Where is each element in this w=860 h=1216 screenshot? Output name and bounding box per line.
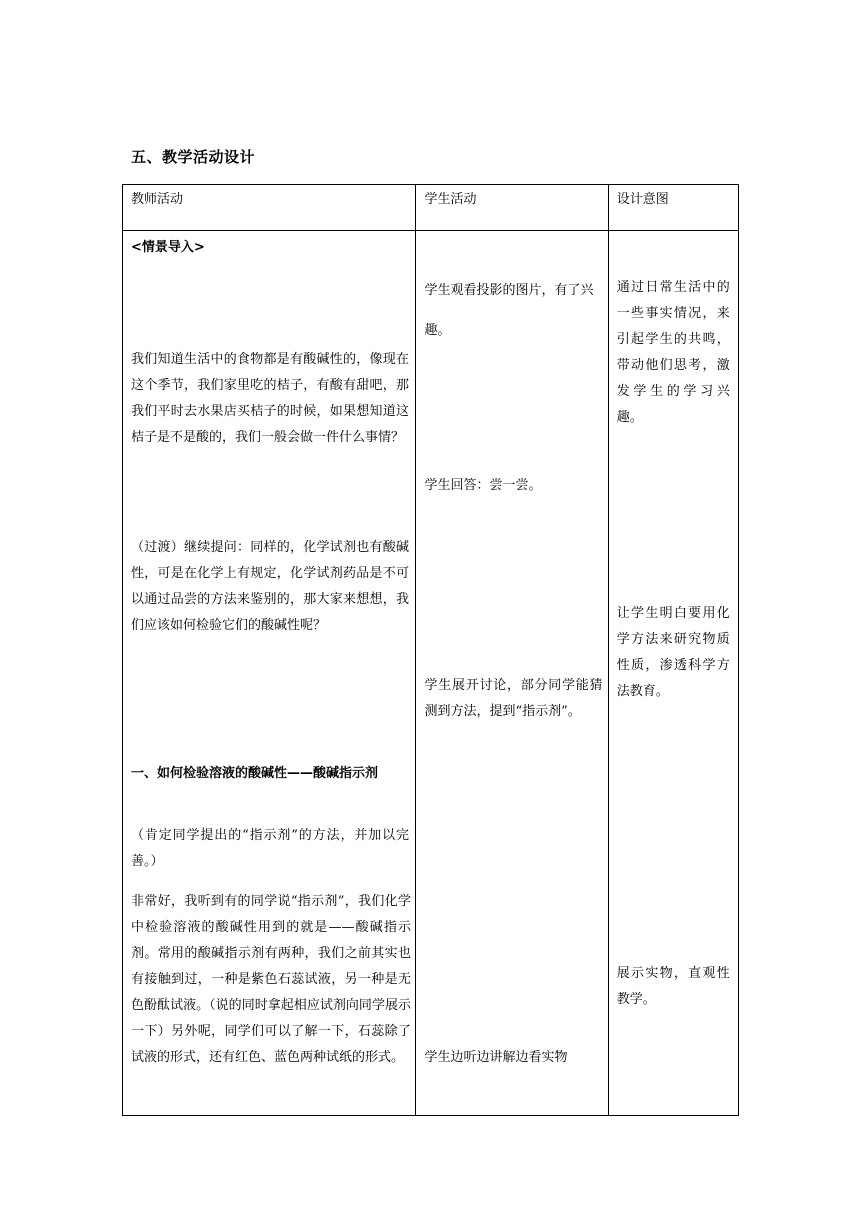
indicator-section-heading: 一、如何检验溶液的酸碱性——酸碱指示剂 — [131, 766, 379, 781]
teacher-question-oranges: 我们知道生活中的食物都是有酸碱性的，像现在这个季节，我们家里吃的桔子，有酸有甜吧，那我们平时去水果店买桔子的时候，如果想知道这桔子是不是酸的，我们一般会做一件什么事情？ — [131, 352, 409, 445]
student-watch-images: 学生观看投影的图片，有了兴趣。 — [424, 283, 594, 338]
teacher-affirm-note: （肯定同学提出的“指示剂”的方法，并加以完善。） — [131, 828, 409, 869]
table-body-row — [123, 231, 739, 1116]
section-title: 五、教学活动设计 — [131, 148, 256, 166]
teaching-activity-table — [122, 184, 739, 1116]
intent-scientific-method: 让学生明白要用化学方法来研究物质性质，渗透科学方法教育。 — [616, 606, 730, 699]
student-listen-observe: 学生边听边讲解边看实物 — [424, 1050, 568, 1065]
student-activity-cell — [416, 231, 608, 1116]
teacher-activity-cell — [123, 231, 416, 1116]
header-teacher-activity: 教师活动 — [123, 185, 416, 231]
teacher-transition-question: （过渡）继续提问：同样的，化学试剂也有酸碱性，可是在化学上有规定，化学试剂药品是不可以通过品尝的方法来鉴别的，那大家来想想，我们应该如何检验它们的酸碱性呢？ — [131, 540, 409, 633]
design-intent-cell — [608, 231, 738, 1116]
header-student-activity: 学生活动 — [416, 185, 608, 231]
teacher-indicator-explanation: 非常好，我听到有的同学说“指示剂”，我们化学中检验溶液的酸碱性用到的就是——酸碱指示剂。常用的酸碱指示剂有两种，我们之前其实也有接触到过，一种是紫色石蕊试液，另一种是无色酚酞试液。（说的同时拿起相应试剂向同学展示一下）另外呢，同学们可以了解一下，石蕊除了试液的形式，还有红色、蓝色两种试纸的形式。 — [131, 894, 411, 1065]
student-answer-taste: 学生回答：尝一尝。 — [424, 478, 542, 493]
intent-spark-interest: 通过日常生活中的一些事实情况，来引起学生的共鸣，带动他们思考，激发学生的学习兴趣。 — [616, 280, 730, 425]
table-header-row — [123, 185, 739, 231]
intent-visual-teaching: 展示实物，直观性教学。 — [616, 966, 730, 1007]
header-design-intent: 设计意图 — [608, 185, 738, 231]
scene-intro-heading: <情景导入> — [131, 240, 205, 255]
student-discussion: 学生展开讨论，部分同学能猜测到方法，提到“指示剂”。 — [424, 678, 603, 719]
